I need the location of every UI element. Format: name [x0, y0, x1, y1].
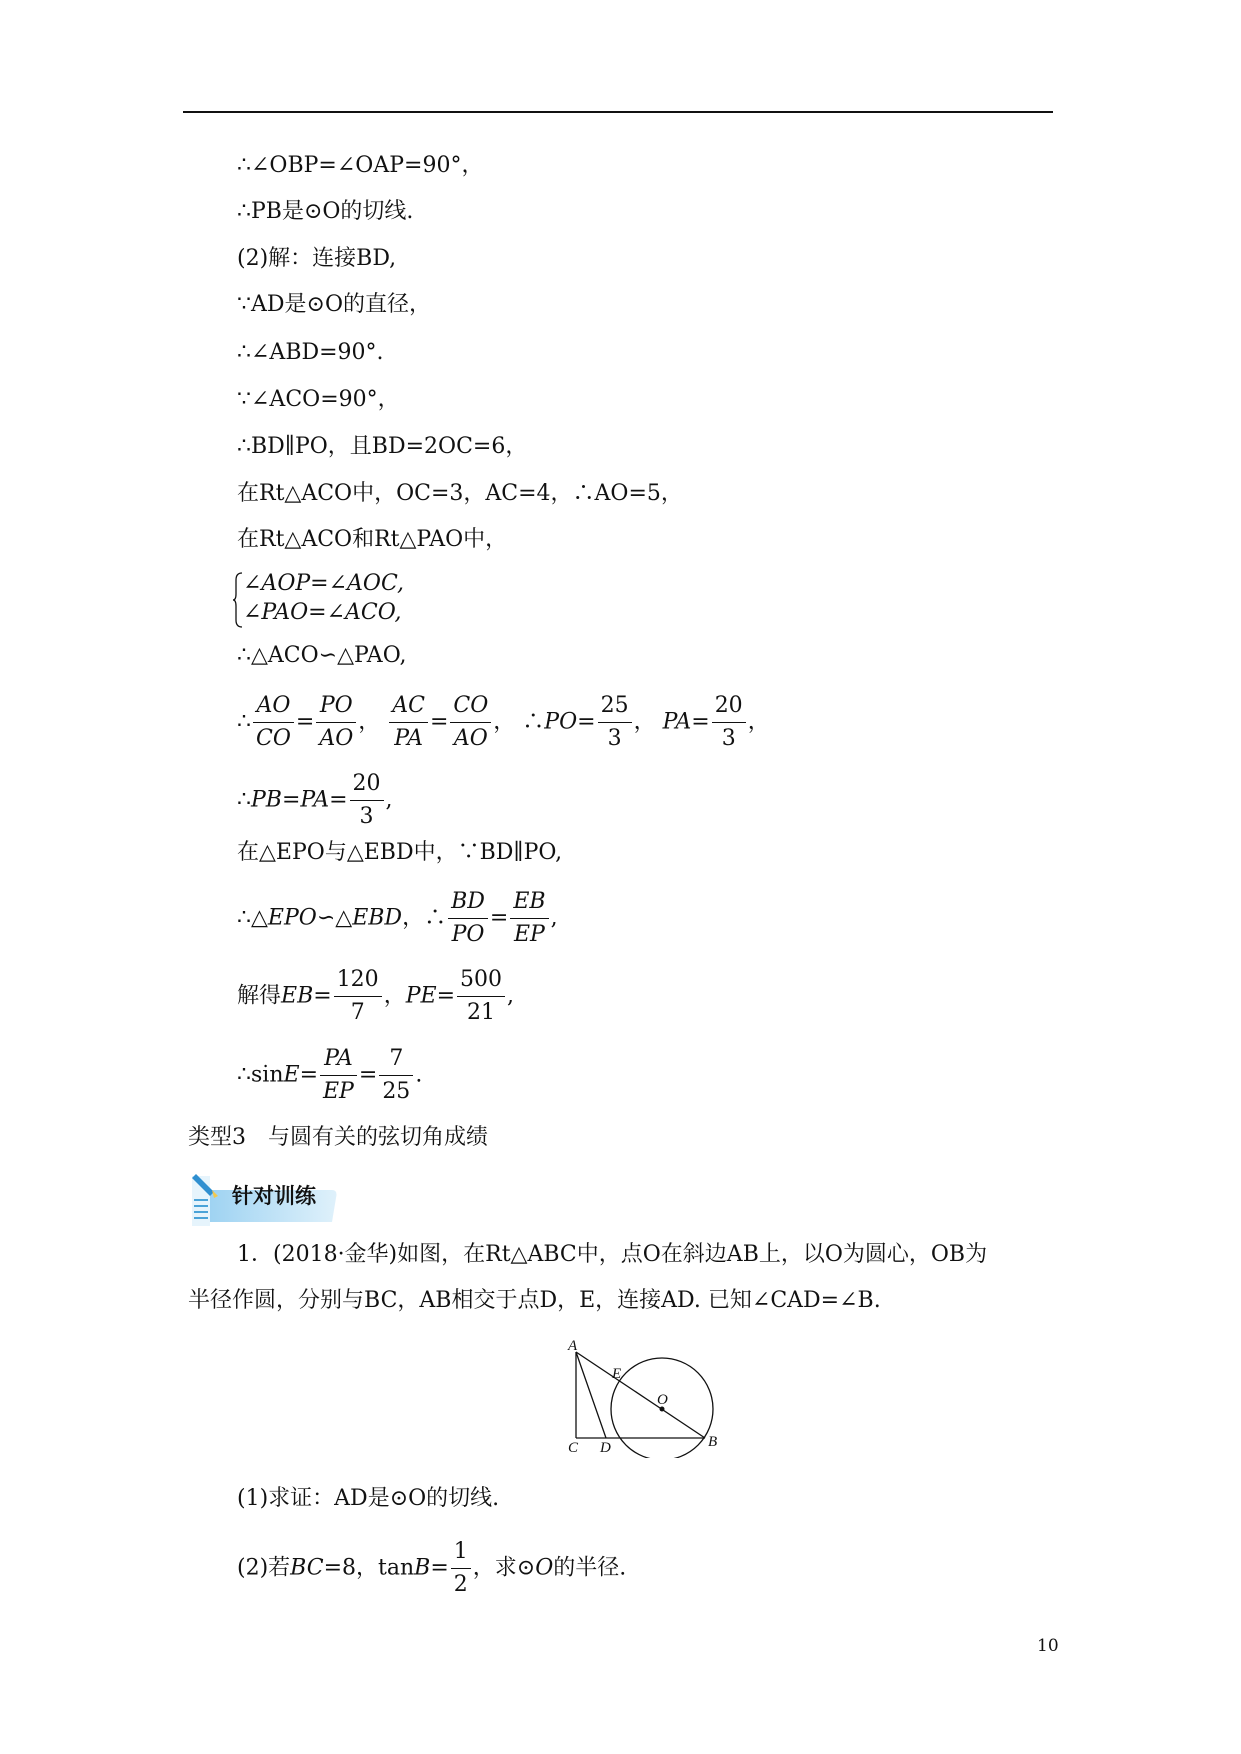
question-1: (1)求证：AD是⊙O的切线. — [237, 1486, 500, 1511]
badge-label: 针对训练 — [232, 1184, 316, 1208]
line-11: ∴△ACO∽△PAO, — [237, 643, 407, 668]
line-14: 在△EPO与△EBD中，∵BD∥PO, — [237, 840, 563, 865]
line-2: ∴PB是⊙O的切线. — [237, 199, 414, 224]
label-D: D — [600, 1440, 611, 1456]
line-17: ∴sinE= $\frac{PA}{EP}$ = $\frac{7}{25}$ . — [237, 1043, 422, 1108]
line-9: 在Rt△ACO和Rt△PAO中， — [237, 527, 508, 552]
problem-line-1: 1．(2018·金华)如图，在Rt△ABC中，点O在斜边AB上，以O为圆心，OB为 — [237, 1242, 988, 1267]
question-2: (2)若BC=8，tanB= $\frac{1}{2}$ ，求⊙O的半径. — [237, 1536, 626, 1601]
line-13: ∴PB=PA= $\frac{20}{3}$ , — [237, 768, 393, 833]
geometry-figure — [558, 1340, 738, 1458]
line-7: ∴BD∥PO，且BD=2OC=6， — [237, 434, 528, 459]
header-rule — [183, 111, 1053, 113]
line-16: 解得EB= $\frac{120}{7}$ ，PE= $\frac{500}{21}$ , — [237, 964, 514, 1029]
system-eq-1: ∠AOP=∠AOC, — [243, 571, 404, 596]
label-B: B — [708, 1434, 718, 1450]
label-O: O — [657, 1392, 668, 1408]
line-5: ∴∠ABD=90°. — [237, 340, 384, 365]
line-3: (2)解：连接BD, — [237, 246, 397, 271]
line-12: ∴ $\frac{AO}{CO}$ = $\frac{PO}{AO}$ ， $\frac{AC}{PA}$ = $\frac{CO}{AO}$ ， ∴PO= $\frac{25}{3}$ ， PA= $\frac{20}{3}$ ， — [237, 690, 770, 755]
line-1: ∴∠OBP=∠OAP=90°， — [237, 153, 484, 178]
system-brace — [233, 572, 243, 628]
line-8: 在Rt△ACO中，OC=3，AC=4，∴AO=5， — [237, 481, 683, 506]
label-C: C — [568, 1440, 579, 1456]
line-6: ∵∠ACO=90°， — [237, 387, 400, 412]
line-4: ∵AD是⊙O的直径， — [237, 292, 431, 317]
problem-line-2: 半径作圆，分别与BC，AB相交于点D，E，连接AD. 已知∠CAD=∠B. — [188, 1288, 881, 1313]
line-15: ∴△EPO∽△EBD，∴ $\frac{BD}{PO}$ = $\frac{EB}{EP}$ , — [237, 886, 558, 951]
label-A: A — [568, 1340, 578, 1354]
label-E: E — [612, 1366, 622, 1382]
system-eq-2: ∠PAO=∠ACO, — [243, 600, 402, 625]
page-number: 10 — [1037, 1636, 1059, 1656]
section-title: 类型3 与圆有关的弦切角成绩 — [188, 1125, 488, 1150]
